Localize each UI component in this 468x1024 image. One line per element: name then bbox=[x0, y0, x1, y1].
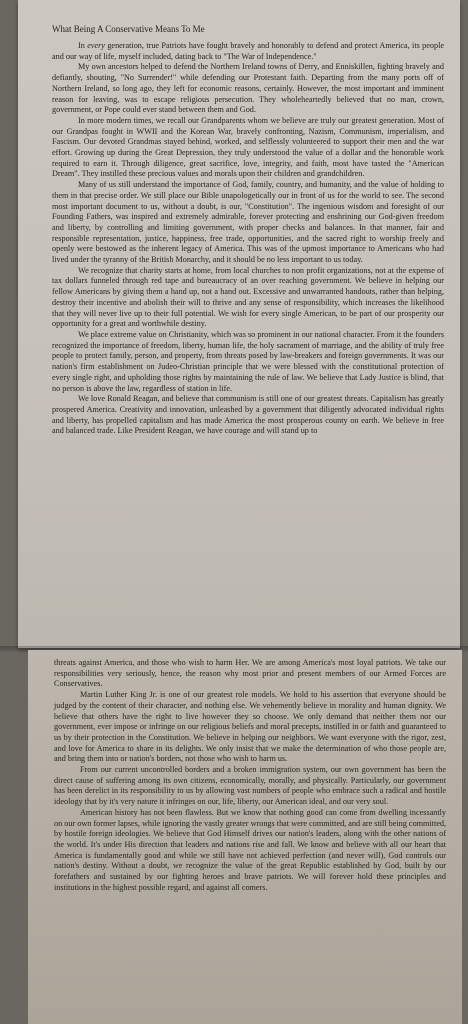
sheet-top-text bbox=[52, 24, 444, 437]
sheet-bottom-text bbox=[54, 658, 446, 893]
document-sheet-bottom bbox=[28, 650, 462, 1024]
paragraph-3: In more modern times, we recall our Grandparents whom we believe are truly our greatest generation. Most of our Grandpas fought in WWII and the Korean War, bravely confronting, Nazism, Communism, imperialism, and Fascism. Our devoted Grandmas stayed behind, worked, and selflessly volunteered to support their men and the war effort. Growing up during the Great Depression, they truly understood the value of a dollar and the honorable work required to earn it. Through diligence, great sacrifice, love, integrity, and faith, most have tasted the "American Dream". They instilled these precious values and morals upon their children and grandchildren. bbox=[52, 115, 444, 179]
emphasis-every: every bbox=[87, 41, 105, 50]
paragraph-4: Many of us still understand the importance of God, family, country, and humanity, and the value of holding to them in that precise order. We still place our Bible unapologetically our in front of us for the world to see. The second most important document to us, without a doubt, is our, "Constitution". The ingenious wisdom and foresight of our Founding Fathers, was inspired and extremely admirable, forever protecting and enshrining our God-given freedom and liberty, by controlling and limiting government, with proper checks and balances. In that manner, fair and responsible representation, justice, happiness, free trade, opportunities, and the sacred right to worship freely and openly were bestowed as the inherent legacy of America. This was of the upmost importance to Americans who had lived under the tyranny of the British Monarchy, and it should be no less important to us today. bbox=[52, 180, 444, 265]
paragraph-8: Martin Luther King Jr. is one of our greatest role models. We hold to his assertion that everyone should be judged by the content of their character, and nothing else. We vehemently believe in morality and human dignity. We believe that others have the right to live however they so choose. We only demand that neither them nor our government, ever impose or infringe on our religious beliefs and moral precepts, instilled in or faith and guaranteed to us by their protection in the Constitution. We believe in helping our neighbors. We want everyone with the rigor, zest, and love for America to share in its delights. We only insist that we make the determination of who those people are, and bring them into or nation's borders, not those who wish to harm us. bbox=[54, 690, 446, 764]
paragraph-9: From our current uncontrolled borders and a broken immigration system, our own government has been the direct cause of suffering among its own citizens, economically, morally, and physically. Particularly, our government has been derelict in its responsibility to us by allowing vast numbers of people who embrace such a radical and hostile ideology that by it's very nature it infringes on our, life, liberty, our American ideal, and our very soul. bbox=[54, 765, 446, 807]
paragraph-1: In every generation, true Patriots have fought bravely and honorably to defend and protect America, its people and our way of life, myself included, dating back to "The War of Independence." bbox=[52, 41, 444, 61]
paragraph-7: We love Ronald Reagan, and believe that communism is still one of our greatest threats. Capitalism has greatly prospered America. Creativity and innovation, unleashed by a government that diligently advocated individual rights and liberty, has propelled capitalism and has made America the most prosperous county on earth. We believe in free and balanced trade. Like President Reagan, we have courage and will stand up to bbox=[52, 394, 444, 436]
paragraph-7-continued: threats against America, and those who wish to harm Her. We are among America's most loyal patriots. We take our responsibilities very seriously, hence, the reason why most prior and present members of our Armed Forces are Conservatives. bbox=[54, 658, 446, 689]
paragraph-2: My own ancestors helped to defend the Northern Ireland towns of Derry, and Enniskillen, fighting bravely and defiantly, shouting, "No Surrender!" while defending our Protestant faith. Departing from the many ports off of Northern Ireland, so long ago, they left for economic reasons, certainly. However, the most important and imminent reason for leaving, was to escape religious persecution. They wholeheartedly believed that no man, crown, government, or Pope could ever stand between them and God. bbox=[52, 62, 444, 115]
paragraph-5: We recognize that charity starts at home, from local churches to non profit organizations, not at the expense of tax dollars funneled through red tape and bureaucracy of an over reaching government. We believe in helping our fellow Americans by giving them a hand up, not a hand out. Excessive and unwarranted handouts, rather than helping, destroy their incentive and abolish their will to thrive and any sense of responsibility, which increases the likelihood that they will never live up to their full potential. We wish for every single American, to be part of our prosperity our opportunity for a great and worthwhile destiny. bbox=[52, 265, 444, 329]
document-title: What Being A Conservative Means To Me bbox=[52, 24, 205, 34]
paragraph-6: We place extreme value on Christianity, which was so prominent in our national character. From it the founders recognized the importance of freedom, liberty, human life, the holy sacrament of marriage, and the ability of truly free people to protect family, person, and property, from threats posed by law-breakers and foreign governments. It was our nation's firm establishment on Judeo-Christian principle that we were blessed with the constitutional protection of every single right, and upholding those rights by maintaining the rule of law. We believe that Lady Justice is blind, that no person is above the law, regardless of station in life. bbox=[52, 329, 444, 393]
paragraph-10: American history has not been flawless. But we know that nothing good can come from dwelling incessantly on our own former lapses, while ignoring the vastly greater wrongs that were committed, and are still being committed, by hostile foreign ideologies. We believe that God Himself drives our nation's leaders, along with the other nations of the world. It's under His direction that leaders and nations rise and fall. We know and believe with all our heart that America is fundamentally good and while we still have not achieved perfection (and never will), God controls our nation's destiny. Without a doubt, we recognize the value of the great Republic established by God, built by our forefathers and sustained by our fighting heroes and brave patriots. We will forever hold these principles and institutions in the highest possible regard, and against all comers. bbox=[54, 807, 446, 892]
document-sheet-top bbox=[18, 0, 460, 648]
